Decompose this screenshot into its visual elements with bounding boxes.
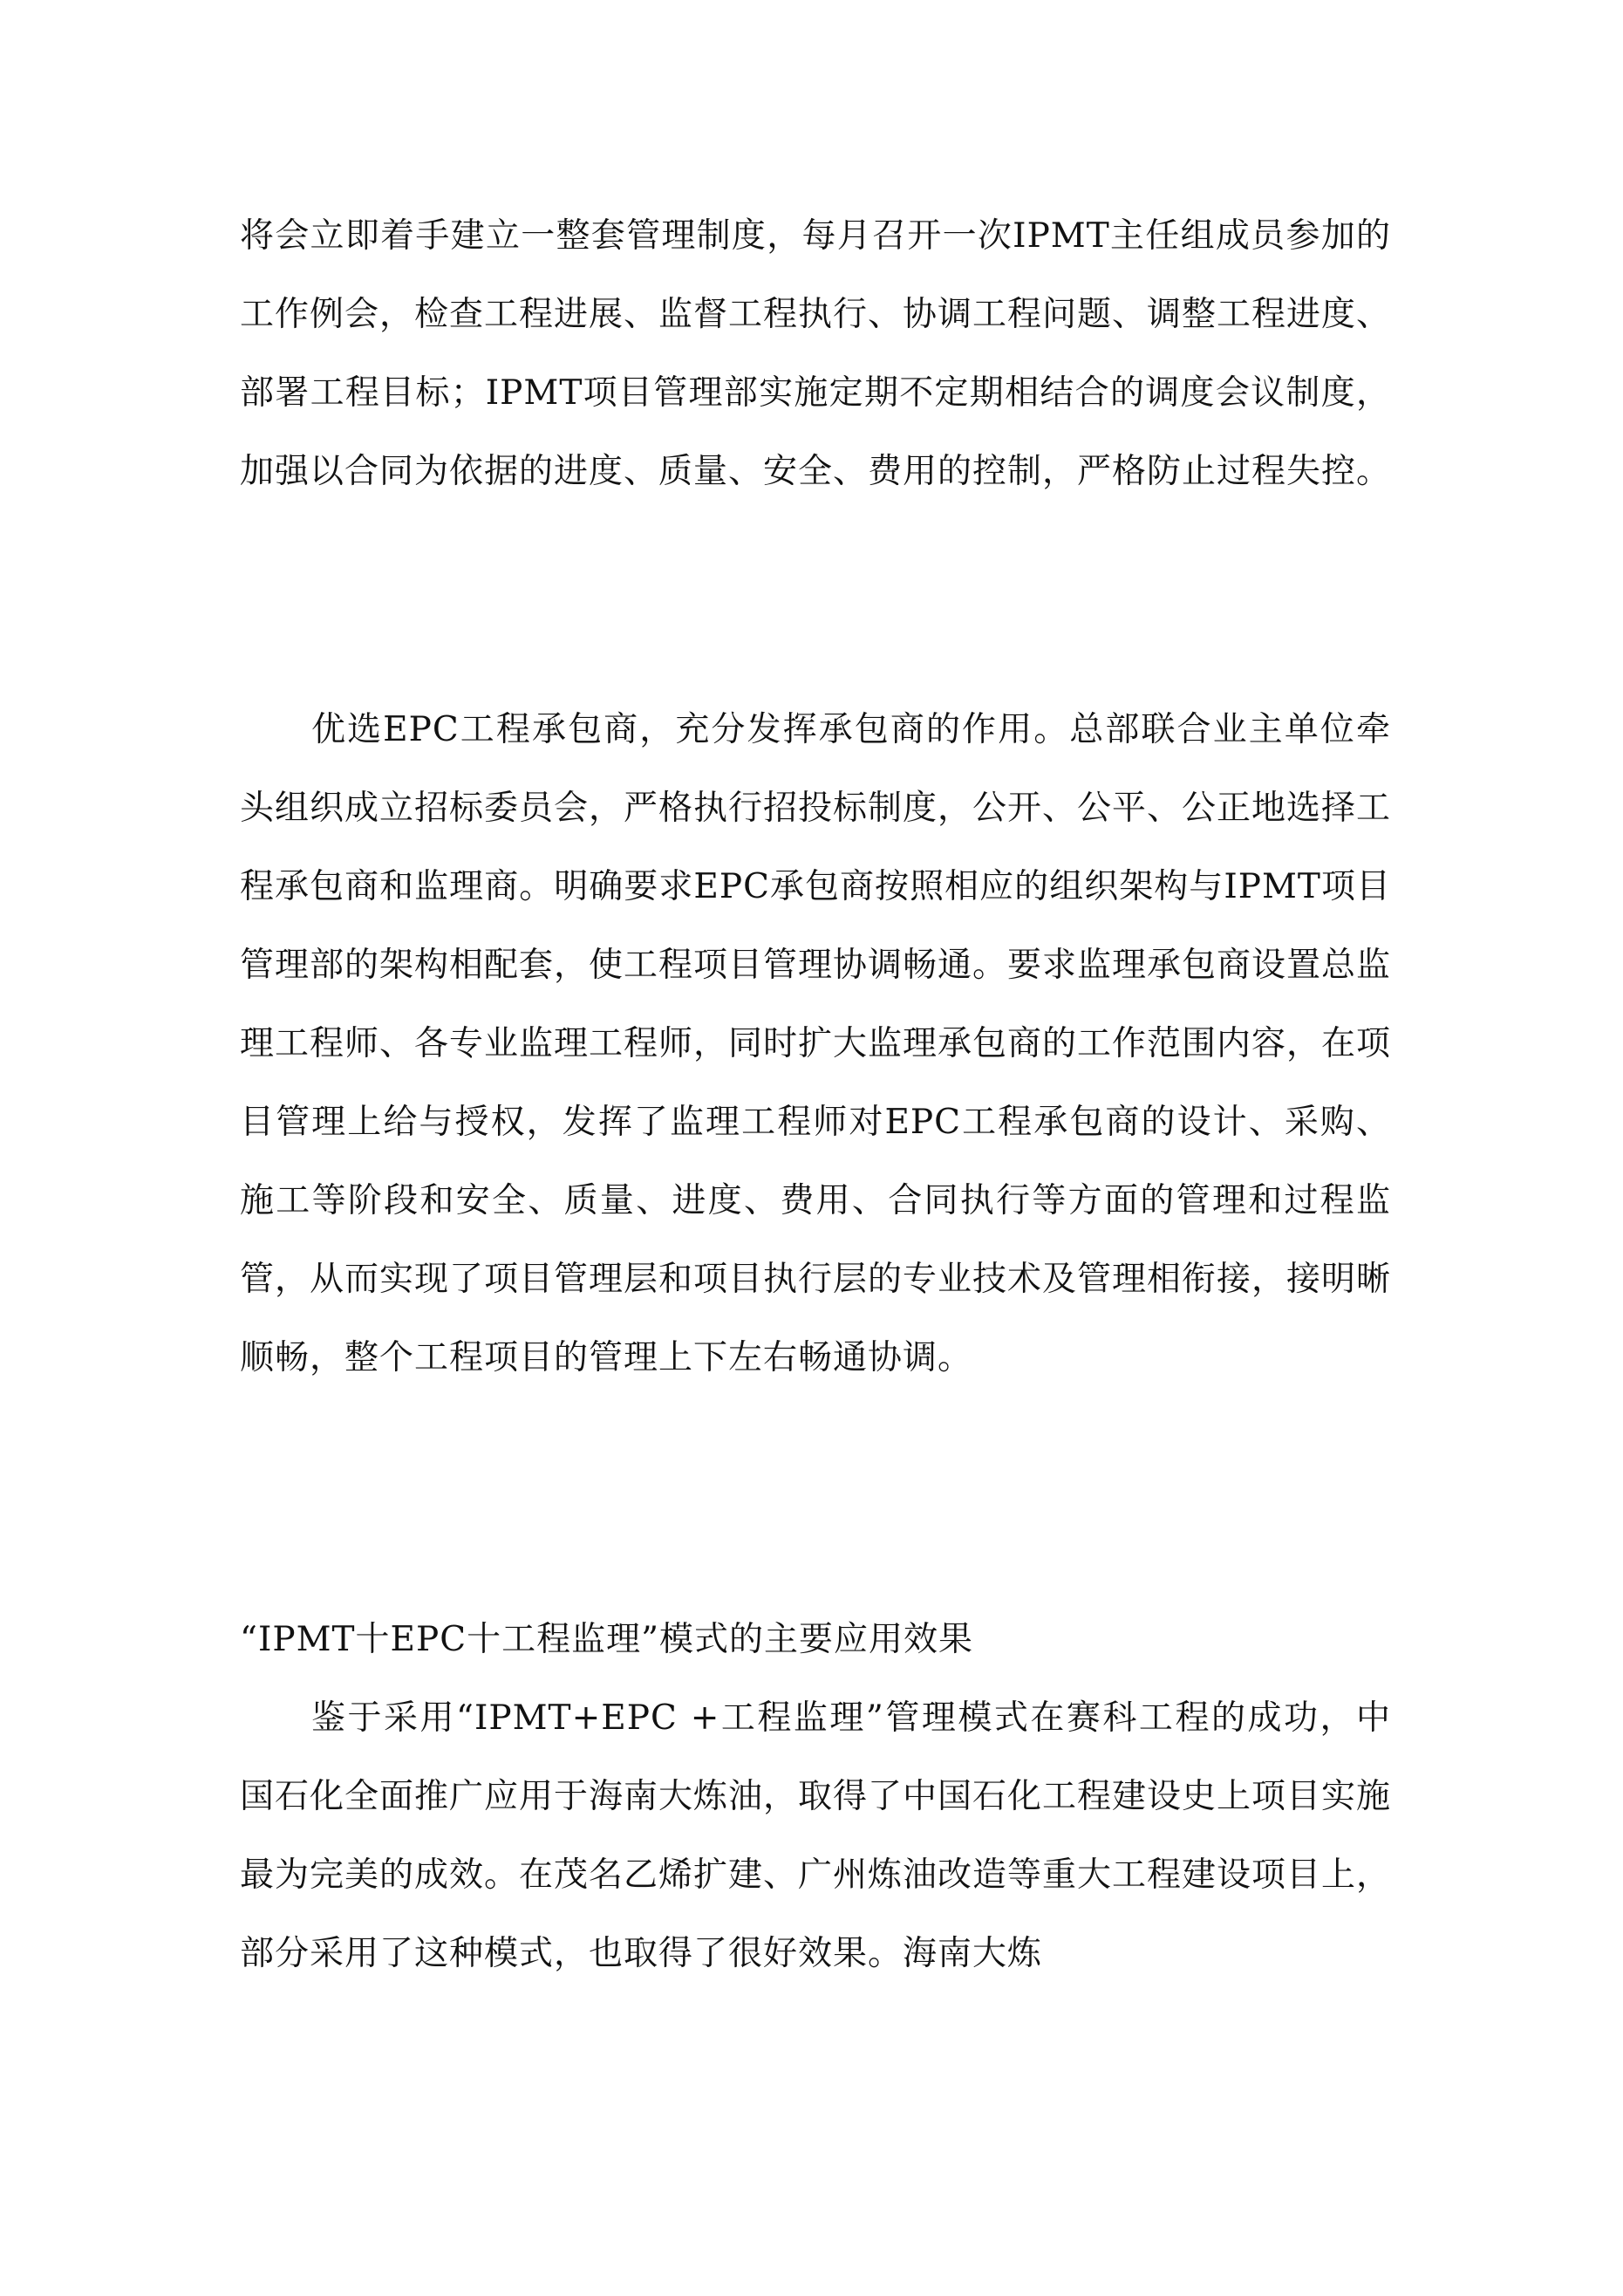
paragraph-application-effect: 鉴于采用“IPMT+EPC +工程监理”管理模式在赛科工程的成功，中国石化全面推广应用于海南大炼油，取得了中国石化工程建设史上项目实施最为完美的成效。在茂名乙烯扩建、广州炼油改造等重大工程建设项目上，部分采用了这种模式，也取得了很好效果。海南大炼 (240, 1698, 1392, 1973)
section-heading: “IPMT十EPC十工程监理”模式的主要应用效果 (240, 1620, 974, 1659)
paragraph-epc-contractor: 优选EPC工程承包商，充分发挥承包商的作用。总部联合业主单位牵头组织成立招标委员会，严格执行招投标制度，公开、公平、公正地选择工程承包商和监理商。明确要求EPC承包商按照相应的组织架构与IPMT项目管理部的架构相配套，使工程项目管理协调畅通。要求监理承包商设置总监理工程师、各专业监理工程师，同时扩大监理承包商的工作范围内容，在项目管理上给与授权，发挥了监理工程师对EPC工程承包商的设计、采购、施工等阶段和安全、质量、进度、费用、合同执行等方面的管理和过程监管，从而实现了项目管理层和项目执行层的专业技术及管理相衔接，接明晰顺畅，整个工程项目的管理上下左右畅通协调。 (240, 710, 1392, 1377)
paragraph-management-system: 将会立即着手建立一整套管理制度，每月召开一次IPMT主任组成员参加的工作例会，检查工程进展、监督工程执行、协调工程问题、调整工程进度、部署工程目标；IPMT项目管理部实施定期不定期相结合的调度会议制度，加强以合同为依据的进度、质量、安全、费用的控制，严格防止过程失控。 (240, 216, 1392, 491)
